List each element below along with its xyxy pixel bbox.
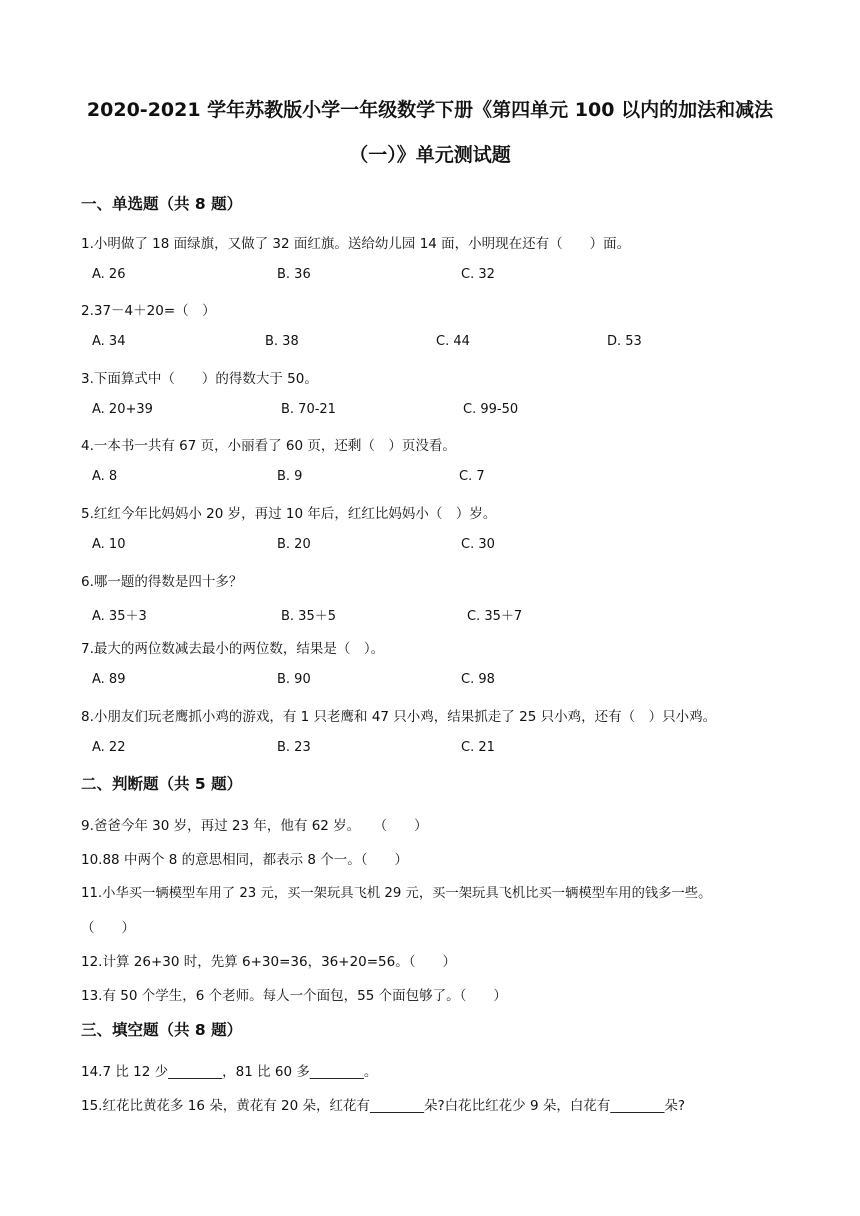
- q3-option-b: B. 70-21: [281, 402, 336, 417]
- question-8: 8.小朋友们玩老鹰抓小鸡的游戏，有 1 只老鹰和 47 只小鸡，结果抓走了 25 只小鸡，还有（ ）只小鸡。: [81, 709, 717, 725]
- q5-option-a: A. 10: [92, 537, 126, 552]
- question-11-bracket: （ ）: [81, 920, 135, 936]
- q3-option-c: C. 99-50: [463, 402, 519, 417]
- question-15: 15.红花比黄花多 16 朵，黄花有 20 朵，红花有________朵?白花比红花少 9 朵，白花有________朵?: [81, 1098, 685, 1114]
- question-12: 12.计算 26+30 时，先算 6+30=36，36+20=56。（ ）: [81, 954, 456, 970]
- q8-option-b: B. 23: [277, 740, 311, 755]
- q7-option-a: A. 89: [92, 672, 126, 687]
- section-true-false: 二、判断题（共 5 题）: [81, 775, 243, 793]
- question-3: 3.下面算式中（ ）的得数大于 50。: [81, 371, 318, 387]
- q8-option-c: C. 21: [461, 740, 495, 755]
- q6-option-c: C. 35＋7: [467, 609, 523, 624]
- q6-option-a: A. 35＋3: [92, 609, 147, 624]
- q7-option-b: B. 90: [277, 672, 311, 687]
- question-6: 6.哪一题的得数是四十多？: [81, 574, 243, 590]
- q4-option-c: C. 7: [459, 469, 485, 484]
- q2-option-b: B. 38: [265, 334, 299, 349]
- q6-option-b: B. 35＋5: [281, 609, 336, 624]
- q1-option-b: B. 36: [277, 267, 311, 282]
- title-line-1: 2020-2021 学年苏教版小学一年级数学下册《第四单元 100 以内的加法和减法: [86, 99, 774, 121]
- q4-option-b: B. 9: [277, 469, 303, 484]
- section-single-choice: 一、单选题（共 8 题）: [81, 195, 243, 213]
- q1-option-c: C. 32: [461, 267, 495, 282]
- question-2: 2.37－4＋20=（ ）: [81, 303, 216, 319]
- q5-option-b: B. 20: [277, 537, 311, 552]
- question-14: 14.7 比 12 少________，81 比 60 多________。: [81, 1064, 378, 1080]
- q2-option-a: A. 34: [92, 334, 126, 349]
- section-fill-blank: 三、填空题（共 8 题）: [81, 1021, 243, 1039]
- question-13: 13.有 50 个学生，6 个老师。每人一个面包，55 个面包够了。（ ）: [81, 988, 507, 1004]
- question-7: 7.最大的两位数减去最小的两位数，结果是（ ）。: [81, 641, 385, 657]
- q1-option-a: A. 26: [92, 267, 126, 282]
- q8-option-a: A. 22: [92, 740, 126, 755]
- q4-option-a: A. 8: [92, 469, 118, 484]
- q7-option-c: C. 98: [461, 672, 495, 687]
- question-11: 11.小华买一辆模型车用了 23 元，买一架玩具飞机 29 元，买一架玩具飞机比买一辆模型车用的钱多一些。: [81, 886, 712, 901]
- question-10: 10.88 中两个 8 的意思相同，都表示 8 个一。（ ）: [81, 852, 409, 868]
- title-line-2: （一）》单元测试题: [349, 144, 511, 166]
- question-1: 1.小明做了 18 面绿旗，又做了 32 面红旗。送给幼儿园 14 面，小明现在还有（ ）面。: [81, 236, 631, 252]
- question-5: 5.红红今年比妈妈小 20 岁，再过 10 年后，红红比妈妈小（ ）岁。: [81, 506, 497, 522]
- question-4: 4.一本书一共有 67 页，小丽看了 60 页，还剩（ ）页没看。: [81, 438, 456, 454]
- q5-option-c: C. 30: [461, 537, 495, 552]
- q3-option-a: A. 20+39: [92, 402, 153, 417]
- q2-option-d: D. 53: [607, 334, 642, 349]
- question-9: 9.爸爸今年 30 岁，再过 23 年，他有 62 岁。 （ ）: [81, 818, 428, 834]
- q2-option-c: C. 44: [436, 334, 470, 349]
